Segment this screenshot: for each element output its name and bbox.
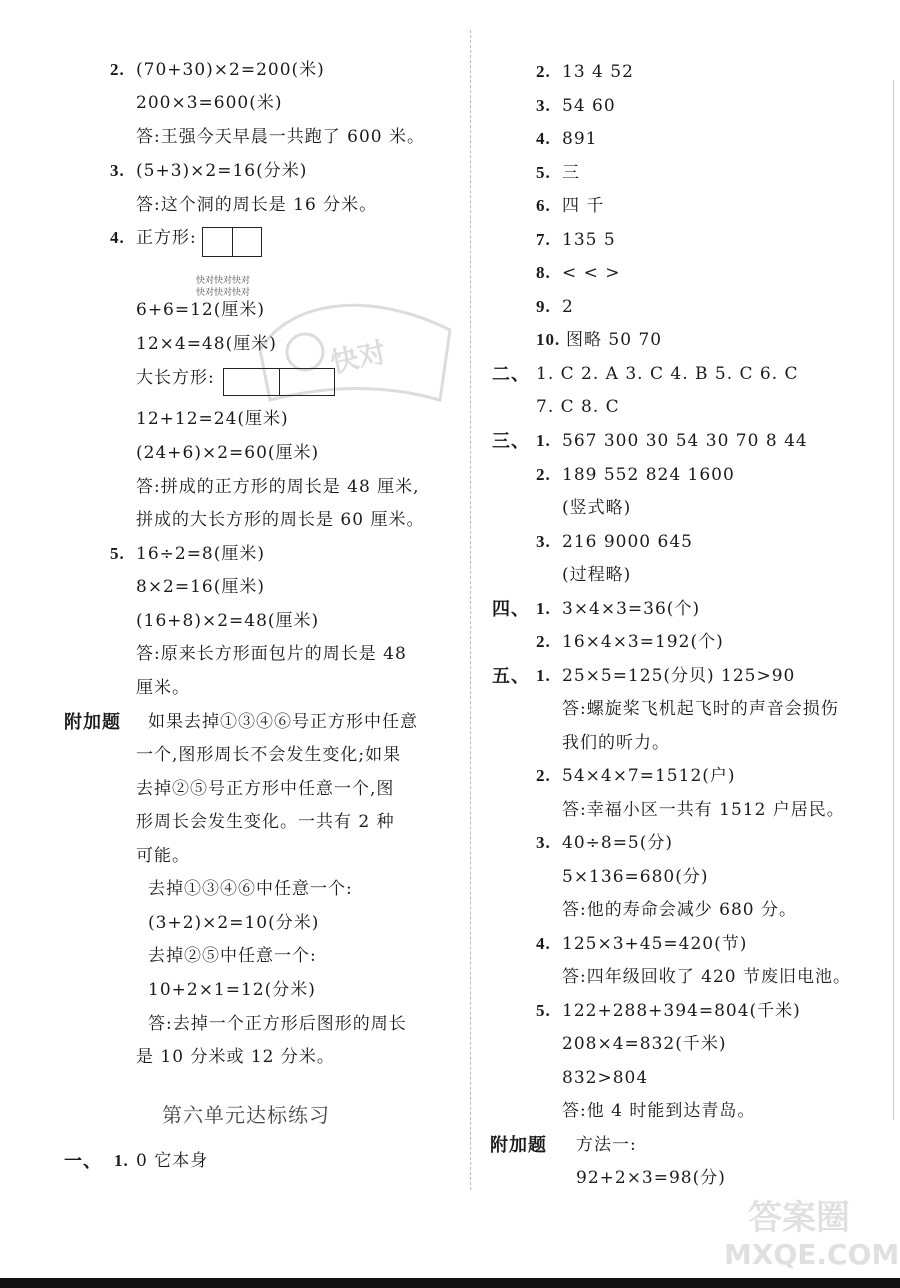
s1-text: 0 它本身 <box>136 1151 209 1171</box>
q2-answer: 答:王强今天早晨一共跑了 600 米。 <box>136 127 425 147</box>
q4-answer1: 答:拼成的正方形的周长是 48 厘米, <box>136 477 420 497</box>
r-item8-text: < < > <box>562 263 621 283</box>
r-item6-text: 四 千 <box>562 196 605 216</box>
extra-line6: 去掉①③④⑥中任意一个: <box>148 879 353 899</box>
r-item4-text: 891 <box>562 129 598 149</box>
r-item5-number: 5. <box>536 163 551 182</box>
s2-line1: 1. C 2. A 3. C 4. B 5. C 6. C <box>536 364 799 384</box>
s5-t3: 40÷8=5(分) <box>562 833 674 853</box>
extra-line5: 可能。 <box>136 846 190 866</box>
s3-t2: 189 552 824 1600 <box>562 465 735 485</box>
q4-line3: 12×4=48(厘米) <box>136 334 277 354</box>
bottom-bar <box>0 1278 900 1288</box>
s5-t2b: 答:幸福小区一共有 1512 户居民。 <box>562 800 845 820</box>
r-item7-number: 7. <box>536 230 551 249</box>
s5-t3c: 答:他的寿命会减少 680 分。 <box>562 900 797 920</box>
r-item4-number: 4. <box>536 129 551 148</box>
r-item2-number: 2. <box>536 62 551 81</box>
watermark-line2: 快对快对快对 <box>196 288 251 298</box>
s5-t5b: 208×4=832(千米) <box>562 1034 727 1054</box>
s3-t3b: (过程略) <box>562 565 632 585</box>
extra-line9: 10+2×1=12(分米) <box>148 980 316 1000</box>
extra-line8: 去掉②⑤中任意一个: <box>148 946 317 966</box>
s5-t5c: 832>804 <box>562 1068 649 1088</box>
q3-answer: 答:这个洞的周长是 16 分米。 <box>136 195 378 215</box>
q5-number: 5. <box>110 544 125 563</box>
s3-t3: 216 9000 645 <box>562 532 693 552</box>
extra-line11: 是 10 分米或 12 分米。 <box>136 1047 335 1067</box>
q5-line1: 16÷2=8(厘米) <box>136 544 266 564</box>
q3-line1: (5+3)×2=16(分米) <box>136 161 308 181</box>
extra-line10: 答:去掉一个正方形后图形的周长 <box>148 1014 407 1034</box>
s3-n3: 3. <box>536 532 551 551</box>
s5-t1b: 答:螺旋桨飞机起飞时的声音会损伤 <box>562 699 839 719</box>
s2-label: 二、 <box>492 364 530 384</box>
q4-line2: 6+6=12(厘米) <box>136 300 266 320</box>
watermark-brand: 快对 <box>327 335 390 380</box>
q5-answer1: 答:原来长方形面包片的周长是 48 <box>136 644 407 664</box>
s5-n5: 5. <box>536 1001 551 1020</box>
q2-number: 2. <box>110 60 125 79</box>
s5-t4: 125×3+45=420(节) <box>562 934 748 954</box>
s1-number: 1. <box>114 1151 129 1170</box>
watermark-line1: 快对快对快对 <box>196 276 251 286</box>
q4-number: 4. <box>110 228 125 247</box>
page-edge-line <box>893 80 894 1120</box>
section-title: 第六单元达标练习 <box>162 1105 330 1127</box>
q5-answer2: 厘米。 <box>136 678 190 698</box>
watermark-stamp <box>250 290 460 410</box>
extra-label-left: 附加题 <box>64 712 121 732</box>
r-item3-number: 3. <box>536 96 551 115</box>
q4-square-label: 正方形: <box>136 228 197 248</box>
s5-t3b: 5×136=680(分) <box>562 867 709 887</box>
s1-label: 一、 <box>64 1151 102 1171</box>
s3-label: 三、 <box>492 431 530 451</box>
s5-n2: 2. <box>536 766 551 785</box>
q3-number: 3. <box>110 161 125 180</box>
r-item6-number: 6. <box>536 196 551 215</box>
r-item3-text: 54 60 <box>562 96 616 116</box>
s3-t1: 567 300 30 54 30 70 8 44 <box>562 431 808 451</box>
square-figure <box>202 227 262 257</box>
s5-t2: 54×4×7=1512(户) <box>562 766 736 786</box>
extra-line4: 形周长会发生变化。一共有 2 种 <box>136 812 395 832</box>
s5-t1c: 我们的听力。 <box>562 733 670 753</box>
s5-n1: 1. <box>536 666 551 685</box>
s4-t1: 3×4×3=36(个) <box>562 599 701 619</box>
q4-line6: (24+6)×2=60(厘米) <box>136 443 320 463</box>
q2-line1: (70+30)×2=200(米) <box>136 60 325 80</box>
r-item2-text: 13 4 52 <box>562 62 634 82</box>
s3-t2b: (竖式略) <box>562 498 632 518</box>
r-item10-text: 图略 50 70 <box>566 330 663 350</box>
q4-answer2: 拼成的大长方形的周长是 60 厘米。 <box>136 510 425 530</box>
s4-n1: 1. <box>536 599 551 618</box>
s3-n1: 1. <box>536 431 551 450</box>
s3-n2: 2. <box>536 465 551 484</box>
s5-t5: 122+288+394=804(千米) <box>562 1001 801 1021</box>
r-item10-number: 10. <box>536 330 561 349</box>
s5-label: 五、 <box>492 666 530 686</box>
site-logo <box>710 1190 900 1280</box>
r-item5-text: 三 <box>562 163 580 183</box>
s5-t5d: 答:他 4 时能到达青岛。 <box>562 1101 756 1121</box>
q4-rect-label: 大长方形: <box>136 368 215 388</box>
extra-right-t2: 92+2×3=98(分) <box>576 1168 726 1188</box>
extra-line3: 去掉②⑤号正方形中任意一个,图 <box>136 779 395 799</box>
s5-t1: 25×5=125(分贝) 125>90 <box>562 666 796 686</box>
r-item9-number: 9. <box>536 297 551 316</box>
s5-n3: 3. <box>536 833 551 852</box>
extra-line2: 一个,图形周长不会发生变化;如果 <box>136 745 402 765</box>
q5-line2: 8×2=16(厘米) <box>136 577 266 597</box>
extra-line1: 如果去掉①③④⑥号正方形中任意 <box>148 712 418 732</box>
r-item8-number: 8. <box>536 263 551 282</box>
r-item7-text: 135 5 <box>562 230 616 250</box>
s4-n2: 2. <box>536 632 551 651</box>
q5-line3: (16+8)×2=48(厘米) <box>136 611 320 631</box>
column-divider <box>470 30 471 1190</box>
extra-right-t1: 方法一: <box>576 1135 637 1155</box>
q4-line5: 12+12=24(厘米) <box>136 409 289 429</box>
extra-label-right: 附加题 <box>490 1135 547 1155</box>
s5-t4b: 答:四年级回收了 420 节废旧电池。 <box>562 967 851 987</box>
s2-line2: 7. C 8. C <box>536 397 620 417</box>
s4-t2: 16×4×3=192(个) <box>562 632 724 652</box>
r-item9-text: 2 <box>562 297 574 317</box>
s4-label: 四、 <box>492 599 530 619</box>
q2-line2: 200×3=600(米) <box>136 93 283 113</box>
extra-line7: (3+2)×2=10(分米) <box>148 913 320 933</box>
s5-n4: 4. <box>536 934 551 953</box>
logo-en: MXQE.COM <box>724 1238 900 1271</box>
logo-cn: 答案圈 <box>748 1198 850 1238</box>
